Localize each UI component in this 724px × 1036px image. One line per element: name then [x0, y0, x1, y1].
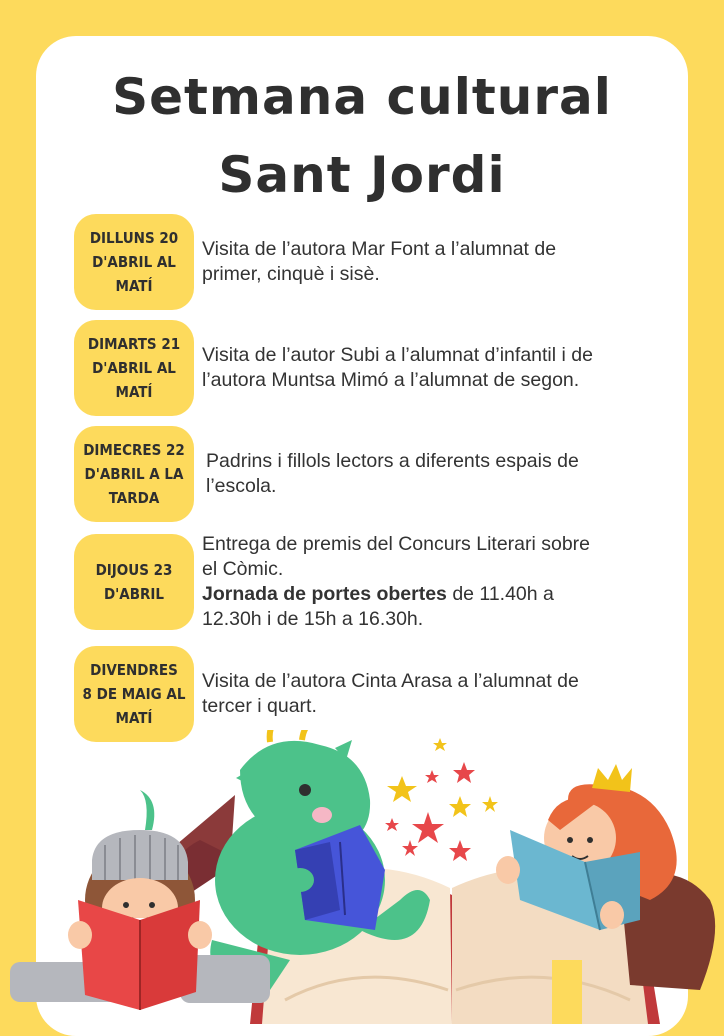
- description-line: Entrega de premis del Concurs Literari sobre: [202, 533, 591, 555]
- date-badge: [74, 646, 194, 742]
- description-line: l’escola.: [206, 475, 277, 497]
- date-badge-line: MATÍ: [115, 277, 153, 295]
- description-line: el Còmic.: [202, 558, 284, 580]
- description-line: [202, 582, 674, 607]
- title-line-2: Sant Jordi: [218, 146, 506, 204]
- event-description: [206, 426, 674, 522]
- date-badge: [74, 214, 194, 310]
- date-badge-line: D'ABRIL AL: [92, 253, 176, 271]
- date-badge-line: DIMARTS 21: [87, 335, 181, 353]
- date-badge: [74, 320, 194, 416]
- event-description: [202, 320, 674, 416]
- open-day-highlight: Jornada de portes obertes: [202, 583, 447, 605]
- event-description: [202, 646, 674, 742]
- date-badge-line: D'ABRIL A LA: [84, 465, 184, 483]
- event-row: [74, 426, 674, 522]
- date-badge-line: DILLUNS 20: [89, 229, 179, 247]
- event-row: [74, 534, 674, 630]
- page-title: [36, 58, 688, 214]
- event-row: [74, 214, 674, 310]
- description-line: Visita de l’autora Mar Font a l’alumnat de: [202, 238, 557, 260]
- date-badge-line: DIMECRES 22: [83, 441, 185, 459]
- event-row: [74, 320, 674, 416]
- date-badge-line: DIVENDRES: [90, 661, 178, 679]
- description-line: primer, cinquè i sisè.: [202, 263, 380, 285]
- description-line: tercer i quart.: [202, 695, 317, 717]
- date-badge: [74, 426, 194, 522]
- date-badge-line: MATÍ: [115, 709, 153, 727]
- date-badge-line: DIJOUS 23: [95, 561, 173, 579]
- description-line: Visita de l’autor Subi a l’alumnat d’infantil i de: [202, 344, 593, 366]
- event-description: [202, 214, 674, 310]
- date-badge-line: 8 DE MAIG AL: [82, 685, 186, 703]
- description-line: Visita de l’autora Cinta Arasa a l’alumnat de: [202, 670, 579, 692]
- date-badge-line: MATÍ: [115, 383, 153, 401]
- description-line: Padrins i fillols lectors a diferents espais de: [206, 450, 579, 472]
- description-line: l’autora Muntsa Mimó a l’alumnat de segon.: [202, 369, 580, 391]
- description-fragment: de 11.40h a: [446, 583, 554, 605]
- date-badge: [74, 534, 194, 630]
- date-badge-line: TARDA: [108, 489, 160, 507]
- date-badge-line: D'ABRIL: [103, 585, 165, 603]
- title-line-1: Setmana cultural: [112, 68, 612, 126]
- date-badge-line: D'ABRIL AL: [92, 359, 176, 377]
- description-line: 12.30h i de 15h a 16.30h.: [202, 608, 424, 630]
- event-description: [202, 534, 674, 630]
- event-row: [74, 646, 674, 742]
- reading-illustration: [0, 730, 724, 1024]
